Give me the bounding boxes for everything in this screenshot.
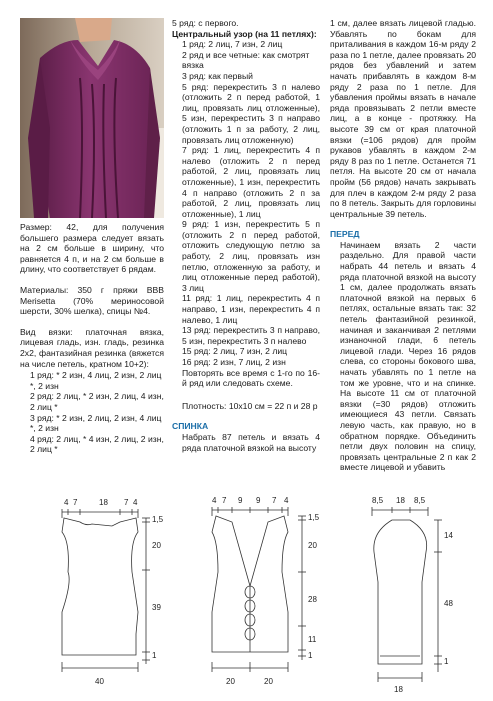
sleeve-right-dim: 48 <box>444 599 453 608</box>
front-diagram <box>212 507 306 672</box>
size-text: Размер: 42, для получения большего размера следует вязать на 2 см больше в ширину, что равняется 4 п, и на 2 см больше в длину, что соответствует 6 рядам. <box>20 222 164 275</box>
sleeve-top-dim: 8,5 <box>372 496 384 505</box>
pattern-line: 13 ряд: перекрестить 3 п направо, 5 изн, перекрестить 3 п налево <box>182 325 320 346</box>
front-right-dim: 11 <box>308 635 317 644</box>
front-top-dim: 4 <box>284 496 289 505</box>
front-right-dim: 28 <box>308 595 317 604</box>
back-right-dim: 20 <box>152 541 161 550</box>
pattern-row: 3 ряд: * 2 изн, 2 лиц, 2 изн, 4 лиц *, 2 изн <box>30 412 162 434</box>
back-diagram <box>62 509 150 672</box>
column-middle <box>172 18 320 453</box>
back-right-dim: 1 <box>152 651 157 660</box>
sleeve-diagram <box>372 507 442 682</box>
back-right-dim: 1,5 <box>152 515 164 524</box>
pattern-line: Повторять все время с 1-го по 16-й ряд или следовать схеме. <box>182 367 320 389</box>
materials-text: Материалы: 350 г пряжи BBB Merisetta (70% мериносовой шерсти, 30% шелка), спицы №4. <box>20 284 164 317</box>
column-left <box>20 222 164 455</box>
front-right-dim: 20 <box>308 541 317 550</box>
back-top-dim: 4 <box>64 498 69 507</box>
front-text: Начинаем вязать 2 части раздельно. Для правой части набрать 44 петель и вязать 4 ряда платочной вязкой на высоту 1 см, далее продолжать вязать платочной вязкой на первых 6 петлях, остальные вязать так: 32 петель фантазийной резинкой, начиная и заканчивая 2 петлями изнаночной глади, 6 петель лицевой глади. Через 16 рядов слева, со стороны бокового шва, начать убавлять по 1 петле на том же уровне, что и на спинке. На высоте 11 см от платочной вязки (=30 рядов) отложить имеющиеся 43 петли. Связать левую часть, как правую, но в обратном порядке. Объединить петли двух половин на спицу, провязать центральные 2 п как 2 вместе лицевой и убавить <box>340 239 476 473</box>
pattern-line: 3 ряд: как первый <box>182 70 253 81</box>
back-top-dim: 4 <box>133 498 138 507</box>
pattern-line: 7 ряд: 1 лиц, перекрестить 4 п налево (отложить 2 п перед работой, 2 лиц, провязать лиц отложенные), 1 изн, перекрестить 4 п направо (отложить 2 п за работой, 2 лиц, провязать лиц отложенные), 1 лиц <box>182 145 320 219</box>
back-text: Набрать 87 петель и вязать 4 ряда платочной вязкой на высоту <box>182 431 320 453</box>
back-continued-text: 1 см, далее вязать лицевой гладью. Убавлять по бокам для приталивания в каждом 16-м ряду 2 раза по 1 петле, далее провязать 20 рядов без убавлений и затем начать прибавлять в каждом 8-м ряду 2 раза по 1 петле. Для убавления проймы вязать в начале ряда провязывать 2 петли вместе лиц, а в конце - протяжку. На высоте 39 см от края платочной вязки (=106 рядов) для пройм рукавов убавлять в каждом 2-м ряду 8 раз по 1 петле. Останется 71 петля. На высоте 20 см от начала пройм (56 рядов) начать закрывать для плеч в каждом 2-м ряду 2 раза по 8 петель. Закрыть для горловины центральные 39 петель. <box>330 18 477 219</box>
pattern-diagrams <box>0 492 493 698</box>
pattern-row: 4 ряд: 2 лиц, * 4 изн, 2 лиц, 2 изн, 2 лиц * <box>30 433 164 455</box>
front-top-dim: 9 <box>238 496 243 505</box>
central-pattern-title: Центральный узор (на 11 петлях): <box>172 28 317 39</box>
back-top-dim: 7 <box>124 498 129 507</box>
pattern-line: 2 ряд и все четные: как смотрят вязка <box>182 49 310 71</box>
sleeve-right-dim: 1 <box>444 657 449 666</box>
sleeve-top-dim: 8,5 <box>414 496 426 505</box>
front-right-dim: 1,5 <box>308 513 320 522</box>
back-bottom-dim: 40 <box>95 677 104 686</box>
pattern-line: 1 ряд: 2 лиц, 7 изн, 2 лиц <box>182 39 283 50</box>
pattern-line: 16 ряд: 2 изн, 7 лиц, 2 изн <box>182 357 286 367</box>
back-heading: СПИНКА <box>172 421 209 432</box>
front-top-dim: 7 <box>272 496 277 505</box>
sleeve-top-dim: 18 <box>396 496 405 505</box>
density-text: Плотность: 10x10 см = 22 п и 28 р <box>182 400 318 411</box>
front-right-dim: 1 <box>308 651 313 660</box>
pattern-line: 11 ряд: 1 лиц, перекрестить 4 п направо, 1 изн, перекрестить 4 п налево, 1 лиц <box>182 293 320 325</box>
pattern-row: 2 ряд: 2 лиц, * 2 изн, 2 лиц, 4 изн, 2 лиц * <box>30 391 164 412</box>
sweater-photo <box>20 18 164 218</box>
front-top-dim: 4 <box>212 496 217 505</box>
pattern-line: 5 ряд: перекрестить 3 п налево (отложить 2 п перед работой, 1 лиц, провязать лиц отложенные), 5 изн, перекрестить 3 п направо (отложить 1 п за работу, 2 лиц, провязать лиц отложенную) <box>182 81 320 145</box>
front-bottom-dim: 20 <box>226 677 235 686</box>
pattern-line: 9 ряд: 1 изн, перекрестить 5 п (отложить 2 п перед работой, отложить следующую петлю за работу, 2 лиц, провязать изн петлю, отложенную за работу, и лиц отложенные перед работой), 3 лиц <box>182 219 320 293</box>
sleeve-bottom-dim: 18 <box>394 685 403 694</box>
pattern-row: 1 ряд: * 2 изн, 4 лиц, 2 изн, 2 лиц *, 2 изн <box>30 370 162 391</box>
front-top-dim: 7 <box>222 496 227 505</box>
back-top-dim: 18 <box>99 498 108 507</box>
front-top-dim: 9 <box>256 496 261 505</box>
pattern-line: 5 ряд: с первого. <box>172 18 239 28</box>
back-right-dim: 39 <box>152 603 161 612</box>
column-right <box>330 18 476 473</box>
front-heading: ПЕРЕД <box>330 229 360 240</box>
front-bottom-dim: 20 <box>264 677 273 686</box>
knit-types-text: Вид вязки: платочная вязка, лицевая гладь, изн. гладь, резинка 2х2, фантазийная резинка (вяжется на числе петель, кратном 10+2): <box>20 326 164 369</box>
sleeve-right-dim: 14 <box>444 531 453 540</box>
pattern-line: 15 ряд: 2 лиц, 7 изн, 2 лиц <box>182 346 288 357</box>
back-top-dim: 7 <box>73 498 78 507</box>
